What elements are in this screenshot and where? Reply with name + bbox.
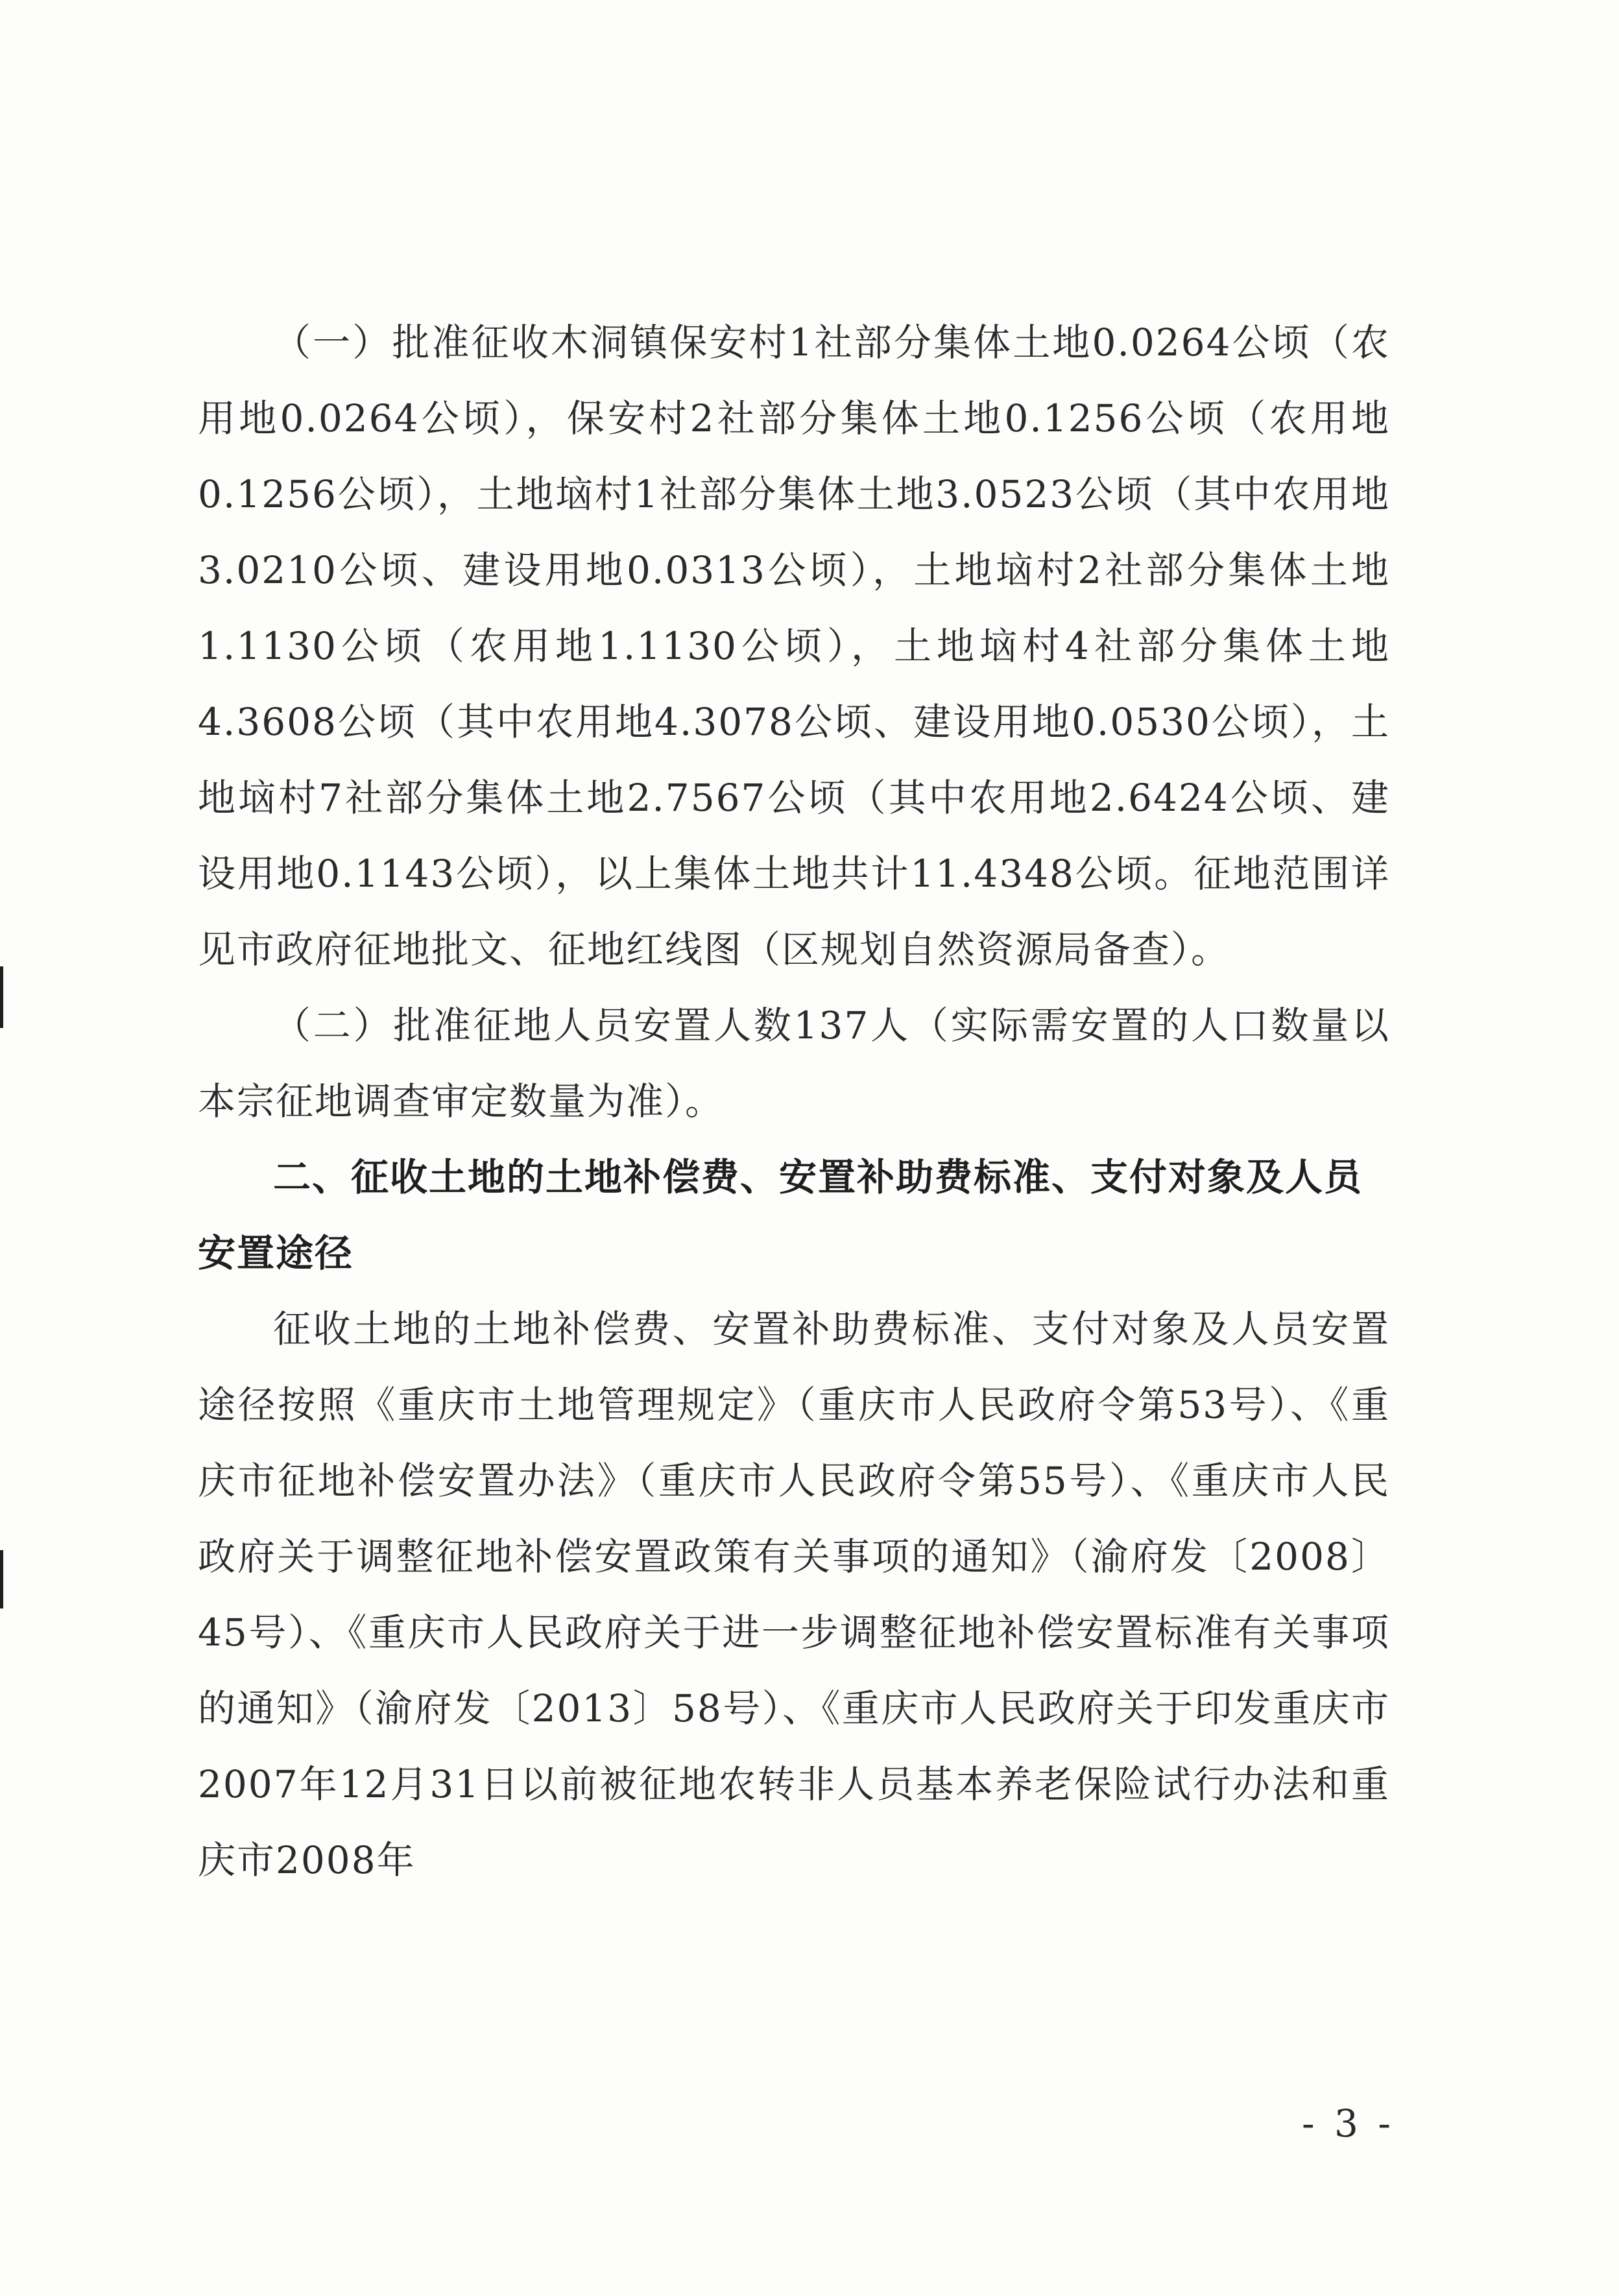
paragraph-resettlement-count: （二）批准征地人员安置人数137人（实际需安置的人口数量以本宗征地调查审定数量为准）。: [198, 1003, 1390, 1123]
document-body: [198, 305, 1390, 1898]
paragraph-compensation-basis: 征收土地的土地补偿费、安置补助费标准、支付对象及人员安置途径按照《重庆市土地管理规定》（重庆市人民政府令第53号）、《重庆市征地补偿安置办法》（重庆市人民政府令第55号）、《重庆市人民政府关于调整征地补偿安置政策有关事项的通知》（渝府发〔2008〕45号）、《重庆市人民政府关于进一步调整征地补偿安置标准有关事项的通知》（渝府发〔2013〕58号）、《重庆市人民政府关于印发重庆市2007年12月31日以前被征地农转非人员基本养老保险试行办法和重庆市2008年: [198, 1307, 1390, 1882]
paragraph-land-acquisition-scope: （一）批准征收木洞镇保安村1社部分集体土地0.0264公顷（农用地0.0264公顷），保安村2社部分集体土地0.1256公顷（农用地0.1256公顷），土地垴村1社部分集体土地3.0523公顷（其中农用地3.0210公顷、建设用地0.0313公顷），土地垴村2社部分集体土地1.1130公顷（农用地1.1130公顷），土地垴村4社部分集体土地4.3608公顷（其中农用地4.3078公顷、建设用地0.0530公顷），土地垴村7社部分集体土地2.7567公顷（其中农用地2.6424公顷、建设用地0.1143公顷），以上集体土地共计11.4348公顷。征地范围详见市政府征地批文、征地红线图（区规划自然资源局备查）。: [198, 320, 1390, 972]
scan-edge-mark-top: [0, 966, 3, 1028]
scan-edge-mark-bottom: [0, 1550, 3, 1608]
section-heading-compensation: 二、征收土地的土地补偿费、安置补助费标准、支付对象及人员安置途径: [198, 1155, 1363, 1275]
page-number: - 3 -: [1302, 2101, 1395, 2146]
